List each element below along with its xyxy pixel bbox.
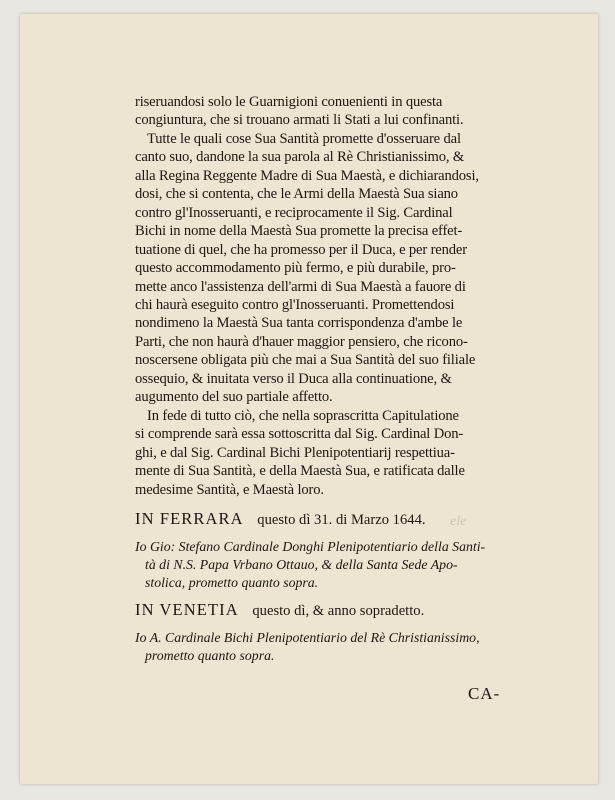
venetia-dateline (135, 600, 515, 621)
signature-line: Io A. Cardinale Bichi Plenipotentiario del Rè Christianissimo, (135, 629, 480, 645)
venetia-place: IN VENETIA (135, 599, 239, 619)
body-line: tuatione di quel, che ha promesso per il Duca, e per render (135, 241, 467, 258)
body-line: riseruandosi solo le Guarnigioni conuenienti in questa (135, 94, 443, 110)
body-line: Bichi in nome della Maestà Sua promette la precisa effet- (135, 223, 463, 240)
body-line: chi haurà eseguito contro gl'Inosseruanti. Promettendosi (135, 296, 455, 313)
body-line: noscersene obligata più che mai a Sua Santità del suo filiale (135, 352, 476, 369)
body-line: alla Regina Reggente Madre di Sua Maestà, e dichiarandosi, (135, 167, 479, 184)
signature-line: tà di N.S. Papa Vrbano Ottauo, & della Santa Sede Apo- (145, 556, 458, 572)
body-line: medesime Santità, e Maestà loro. (135, 481, 324, 498)
body-line: Parti, che non haurà d'hauer maggior pensiero, che ricono- (135, 333, 468, 350)
signature-line: Io Gio: Stefano Cardinale Donghi Plenipotentiario della Santi- (135, 538, 486, 554)
signature-line: prometto quanto sopra. (145, 647, 275, 663)
body-line: si comprende sarà essa sottoscritta dal Sig. Cardinal Don- (135, 426, 464, 443)
signature-line: stolica, prometto quanto sopra. (145, 574, 319, 590)
body-line: In fede di tutto ciò, che nella soprascritta Capitulatione (147, 407, 459, 424)
body-line: congiuntura, che si trouano armati li Stati a lui confinanti. (135, 112, 464, 129)
body-line: dosi, che si contenta, che le Armi della Maestà Sua siano (135, 186, 458, 203)
body-line: augumento del suo partiale affetto. (135, 389, 333, 406)
ferrara-dateline (135, 509, 515, 530)
body-line: questo accommodamento più fermo, e più durabile, pro- (135, 260, 456, 277)
body-line: contro gl'Inosseruanti, e reciprocamente il Sig. Cardinal (135, 204, 453, 221)
body-line: mente di Sua Santità, e della Maestà Sua, e ratificata dalle (135, 463, 465, 480)
body-line: canto suo, dandone la sua parola al Rè Christianissimo, & (135, 149, 465, 166)
venetia-date: questo dì, & anno sopradetto. (252, 602, 425, 619)
ferrara-place: IN FERRARA (135, 508, 244, 528)
ferrara-date: questo dì 31. di Marzo 1644. (257, 511, 426, 528)
donghi-signature (135, 538, 515, 592)
bichi-signature (135, 629, 515, 665)
catchword: CA- (468, 684, 501, 703)
body-line: Tutte le quali cose Sua Santità promette d'osseruare dal (147, 130, 461, 147)
body-line: mette anco l'assistenza dell'armi di Sua Maestà a fauore di (135, 278, 466, 295)
body-line: ossequio, & inuitata verso il Duca alla continuatione, & (135, 370, 452, 387)
body-line: nondimeno la Maestà Sua tanta corrispondenza d'ambe le (135, 315, 463, 332)
body-line: ghi, e dal Sig. Cardinal Bichi Plenipotentiarij respettiua- (135, 444, 455, 461)
bleed-through-text: ele (450, 514, 467, 529)
document-text (135, 93, 515, 665)
